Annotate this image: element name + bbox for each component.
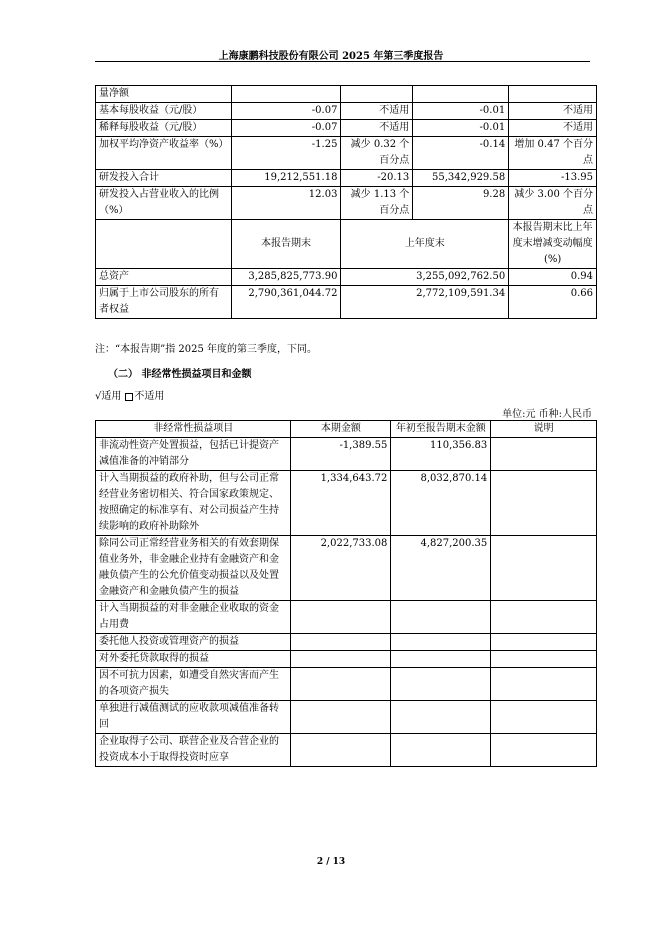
cell-value: 2,772,109,591.34	[341, 286, 509, 319]
cell-note	[491, 536, 597, 601]
report-header-title: 上海康鹏科技股份有限公司 2025 年第三季度报告	[218, 51, 444, 62]
table-row	[96, 120, 597, 137]
cell-value	[391, 701, 491, 734]
cell-value: 19,212,551.18	[231, 170, 341, 187]
cell-value	[341, 86, 413, 103]
section-title: （二） 非经常性损益项目和金额	[108, 369, 252, 380]
table-header-row	[96, 421, 597, 438]
applicable-check: √适用	[95, 391, 122, 402]
cell-value: -0.07	[231, 120, 341, 137]
table-subheader-row	[96, 220, 597, 269]
cell-value: 0.94	[509, 269, 597, 286]
table-row	[96, 137, 597, 170]
cell-value: 增加 0.47 个百分点	[509, 137, 597, 170]
table-row	[96, 701, 597, 734]
table-row	[96, 86, 597, 103]
column-header: 非经常性损益项目	[96, 421, 291, 438]
cell-value: -1,389.55	[291, 438, 391, 471]
cell-value: 不适用	[341, 120, 413, 137]
cell-value: 减少 0.32 个百分点	[341, 137, 413, 170]
cell-value: 不适用	[341, 103, 413, 120]
cell-value: 减少 1.13 个百分点	[341, 187, 413, 220]
applicability-line	[95, 387, 164, 402]
cell-value	[291, 701, 391, 734]
column-header: 说明	[491, 421, 597, 438]
cell-note	[491, 634, 597, 651]
table-row	[96, 103, 597, 120]
cell-value: 55,342,929.58	[413, 170, 509, 187]
column-header: 上年度末	[341, 220, 509, 269]
cell-value	[291, 601, 391, 634]
footnote: 注：“本报告期”指 2025 年度的第三季度，下同。	[95, 344, 318, 355]
cell-value: 9.28	[413, 187, 509, 220]
table-row	[96, 438, 597, 471]
row-label: 基本每股收益（元/股）	[96, 103, 232, 120]
table-row	[96, 734, 597, 767]
table-row	[96, 634, 597, 651]
table-row	[96, 471, 597, 536]
item-label: 企业取得子公司、联营企业及合营企业的投资成本小于取得投资时应享	[96, 734, 291, 767]
empty-cell	[96, 220, 232, 269]
item-label: 因不可抗力因素，如遭受自然灾害而产生的各项资产损失	[96, 668, 291, 701]
unit-currency-label: 单位:元 币种:人民币	[502, 409, 592, 420]
cell-value	[391, 651, 491, 668]
cell-note	[491, 438, 597, 471]
row-label: 研发投入占营业收入的比例（%）	[96, 187, 232, 220]
cell-value: 110,356.83	[391, 438, 491, 471]
cell-value: 3,255,092,762.50	[341, 269, 509, 286]
item-label: 计入当期损益的对非金融企业收取的资金占用费	[96, 601, 291, 634]
cell-value: 4,827,200.35	[391, 536, 491, 601]
cell-value: 2,790,361,044.72	[231, 286, 341, 319]
cell-value: 12.03	[231, 187, 341, 220]
cell-note	[491, 668, 597, 701]
cell-value	[231, 86, 341, 103]
cell-value: 不适用	[509, 103, 597, 120]
column-header: 本期金额	[291, 421, 391, 438]
column-header: 本报告期末	[231, 220, 341, 269]
cell-value: -20.13	[341, 170, 413, 187]
cell-value: -0.01	[413, 120, 509, 137]
cell-value	[509, 86, 597, 103]
cell-value: 减少 3.00 个百分点	[509, 187, 597, 220]
non-recurring-items-table	[95, 420, 597, 767]
cell-value: -1.25	[231, 137, 341, 170]
cell-value	[291, 734, 391, 767]
cell-value: 3,285,825,773.90	[231, 269, 341, 286]
cell-value	[291, 651, 391, 668]
row-label: 总资产	[96, 269, 232, 286]
item-label: 委托他人投资或管理资产的损益	[96, 634, 291, 651]
cell-value: 1,334,643.72	[291, 471, 391, 536]
column-header: 本报告期末比上年度末增减变动幅度(%)	[509, 220, 597, 269]
row-label: 加权平均净资产收益率（%）	[96, 137, 232, 170]
cell-value: -0.14	[413, 137, 509, 170]
cell-value	[291, 634, 391, 651]
cell-value: -0.01	[413, 103, 509, 120]
item-label: 非流动性资产处置损益，包括已计提资产减值准备的冲销部分	[96, 438, 291, 471]
table-row	[96, 170, 597, 187]
table-row	[96, 651, 597, 668]
table-row	[96, 187, 597, 220]
financial-indicators-table	[95, 85, 597, 319]
cell-note	[491, 701, 597, 734]
table-row	[96, 601, 597, 634]
cell-note	[491, 471, 597, 536]
page-number: 2 / 13	[316, 857, 346, 867]
cell-value: 8,032,870.14	[391, 471, 491, 536]
cell-value: -13.95	[509, 170, 597, 187]
item-label: 计入当期损益的政府补助，但与公司正常经营业务密切相关、符合国家政策规定、按照确定的标准享有、对公司损益产生持续影响的政府补助除外	[96, 471, 291, 536]
item-label: 除同公司正常经营业务相关的有效套期保值业务外，非金融企业持有金融资产和金融负债产生的公允价值变动损益以及处置金融资产和金融负债产生的损益	[96, 536, 291, 601]
table-row	[96, 668, 597, 701]
cell-value: 0.66	[509, 286, 597, 319]
row-label: 研发投入合计	[96, 170, 232, 187]
cell-value: -0.07	[231, 103, 341, 120]
checkbox-icon	[125, 393, 133, 401]
row-label: 稀释每股收益（元/股）	[96, 120, 232, 137]
table-row	[96, 269, 597, 286]
cell-value	[291, 668, 391, 701]
cell-value	[413, 86, 509, 103]
table-row	[96, 536, 597, 601]
cell-value	[391, 668, 491, 701]
cell-value	[391, 634, 491, 651]
cell-value	[391, 601, 491, 634]
cell-value: 不适用	[509, 120, 597, 137]
item-label: 对外委托贷款取得的损益	[96, 651, 291, 668]
row-label: 量净额	[96, 86, 232, 103]
cell-note	[491, 651, 597, 668]
column-header: 年初至报告期末金额	[391, 421, 491, 438]
cell-note	[491, 734, 597, 767]
cell-value: 2,022,733.08	[291, 536, 391, 601]
header-divider	[95, 61, 590, 62]
not-applicable-label: 不适用	[134, 391, 165, 402]
cell-value	[391, 734, 491, 767]
row-label: 归属于上市公司股东的所有者权益	[96, 286, 232, 319]
item-label: 单独进行减值测试的应收款项减值准备转回	[96, 701, 291, 734]
cell-note	[491, 601, 597, 634]
table-row	[96, 286, 597, 319]
